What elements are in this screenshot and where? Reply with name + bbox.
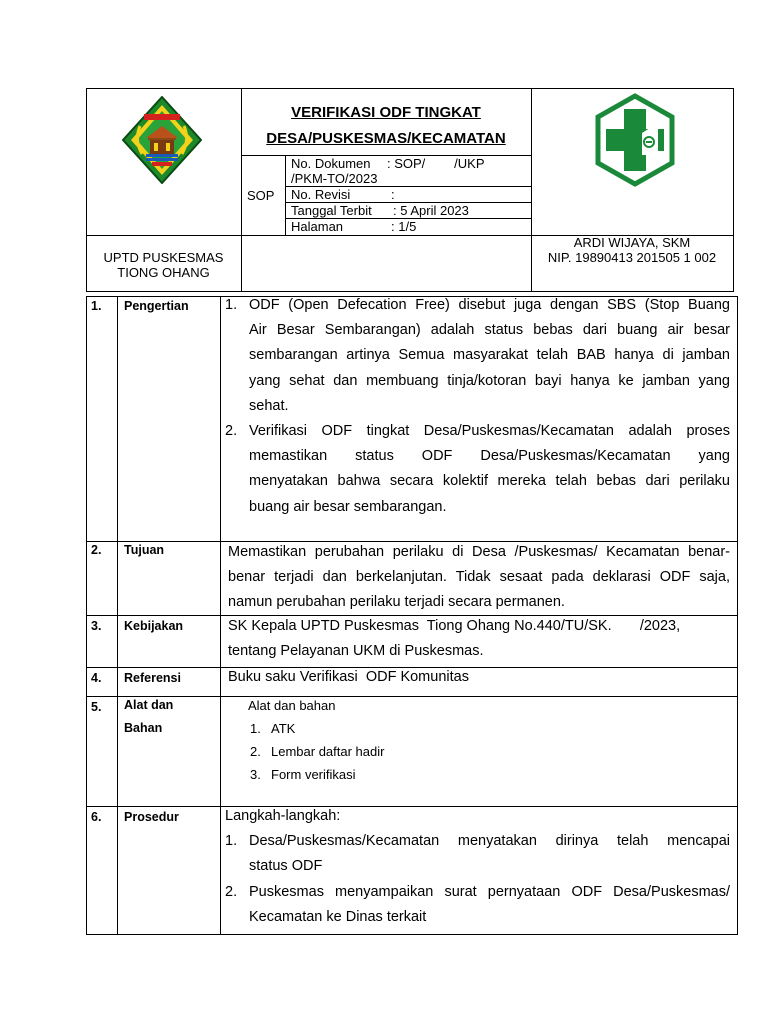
text-line: Desa/Puskesmas/Kecamatan menyatakan dirinya telah mencapai xyxy=(249,833,730,850)
text-line: Verifikasi ODF tingkat Desa/Puskesmas/Kecamatan adalah proses xyxy=(249,423,730,440)
label-col-divider xyxy=(220,296,221,935)
table-left-border xyxy=(86,296,87,935)
section-heading: Alat dan bahan xyxy=(248,698,336,713)
list-marker: 2. xyxy=(225,423,238,440)
header-top-border xyxy=(86,88,734,89)
list-item xyxy=(225,829,730,879)
text-line: ODF (Open Defecation Free) disebut juga dengan SBS (Stop Buang xyxy=(249,297,730,313)
organization-name-line-2: TIONG OHANG xyxy=(117,265,210,280)
list-item-text: Form verifikasi xyxy=(271,767,356,782)
issue-date-value: : 5 April 2023 xyxy=(393,203,469,218)
section-label: Pengertian xyxy=(124,299,189,313)
section-label: Kebijakan xyxy=(124,619,184,633)
section-heading: Langkah-langkah: xyxy=(225,808,341,824)
doc-number-label: No. Dokumen xyxy=(291,156,371,171)
list-item-text: Lembar daftar hadir xyxy=(271,744,385,759)
section-content xyxy=(228,540,730,616)
page-value: : 1/5 xyxy=(391,219,417,234)
header-right-border xyxy=(733,88,734,292)
list-item xyxy=(225,293,730,419)
section-label: Referensi xyxy=(124,671,181,685)
table-right-border xyxy=(737,296,738,935)
section-label-cont: Bahan xyxy=(124,721,163,735)
sop-label: SOP xyxy=(247,188,275,203)
signer-name: ARDI WIJAYA, SKM xyxy=(573,235,691,250)
section-number: 1. xyxy=(91,299,102,313)
list-item xyxy=(225,419,730,520)
sop-grid-divider xyxy=(285,155,286,236)
revision-label: No. Revisi xyxy=(291,187,351,202)
organization-name-line-1: UPTD PUSKESMAS xyxy=(103,250,224,265)
section-content xyxy=(225,293,730,520)
page-label: Halaman xyxy=(291,219,344,234)
list-item-text: ATK xyxy=(271,721,296,736)
doc-number-value-cont: /PKM-TO/2023 xyxy=(291,171,378,186)
tools-list xyxy=(250,717,720,786)
text-line: yang sehat dan membuang tinja/kotoran bayi hanya ke jamban yang xyxy=(249,372,730,389)
text-line: namun perubahan perilaku terjadi secara permanen. xyxy=(228,594,565,611)
row-divider-4 xyxy=(86,696,738,697)
section-number: 6. xyxy=(91,810,102,824)
list-marker: 2. xyxy=(225,883,238,900)
text-line: benar terjadi dan berkelanjutan. Tidak sesaat pada deklarasi ODF saja, xyxy=(228,569,730,586)
section-number: 5. xyxy=(91,700,102,714)
section-label: Prosedur xyxy=(124,810,179,824)
text-line: status ODF xyxy=(249,858,323,875)
section-label: Alat dan xyxy=(124,698,174,712)
header-bottom-border xyxy=(86,291,734,292)
section-label: Tujuan xyxy=(124,543,165,557)
section-content xyxy=(228,614,730,664)
section-content: Buku saku Verifikasi ODF Komunitas xyxy=(228,669,469,685)
document-title-line-2: DESA/PUSKESMAS/KECAMATAN xyxy=(266,130,506,147)
issue-date-label: Tanggal Terbit xyxy=(291,203,372,218)
text-line: Air Besar Sembarangan) adalah status bebas dari buang air besar xyxy=(249,322,730,339)
text-line: buang air besar sembarangan. xyxy=(249,498,447,515)
list-item: 1. ATK xyxy=(250,721,296,736)
text-line: Kecamatan ke Dinas terkait xyxy=(249,908,427,925)
section-content xyxy=(225,804,730,930)
text-line: sehat. xyxy=(249,397,289,414)
text-line: Memastikan perubahan perilaku di Desa /Puskesmas/ Kecamatan benar- xyxy=(228,544,730,560)
puskesmas-cross-icon xyxy=(594,93,676,187)
revision-value: : xyxy=(391,187,395,202)
text-line: memastikan status ODF Desa/Puskesmas/Kecamatan yang xyxy=(249,448,730,465)
list-item: 3. Form verifikasi xyxy=(250,767,356,782)
list-marker: 1. xyxy=(225,297,238,313)
text-line: sembarangan artinya Semua masyarakat telah BAB hanya di jamban xyxy=(249,347,730,364)
list-item xyxy=(225,880,730,930)
list-item: 2. Lembar daftar hadir xyxy=(250,744,385,759)
section-number: 2. xyxy=(91,543,102,557)
regency-emblem-icon xyxy=(122,96,202,184)
text-line: Puskesmas menyampaikan surat pernyataan ODF Desa/Puskesmas/ xyxy=(249,883,730,900)
document-title-line-1: VERIFIKASI ODF TINGKAT xyxy=(291,104,481,121)
text-line: menyatakan bahwa secara kolektif mereka telah bebas dari perilaku xyxy=(249,473,730,490)
signer-nip: NIP. 19890413 201505 1 002 xyxy=(547,250,717,265)
list-marker: 1. xyxy=(225,833,238,850)
table-bottom-border xyxy=(86,934,738,935)
text-line: tentang Pelayanan UKM di Puskesmas. xyxy=(228,643,484,660)
doc-number-value: : SOP/ /UKP xyxy=(387,156,485,171)
number-col-divider xyxy=(117,296,118,935)
text-line: SK Kepala UPTD Puskesmas Tiong Ohang No.440/TU/SK. /2023, xyxy=(228,618,681,634)
section-number: 4. xyxy=(91,671,102,685)
section-number: 3. xyxy=(91,619,102,633)
